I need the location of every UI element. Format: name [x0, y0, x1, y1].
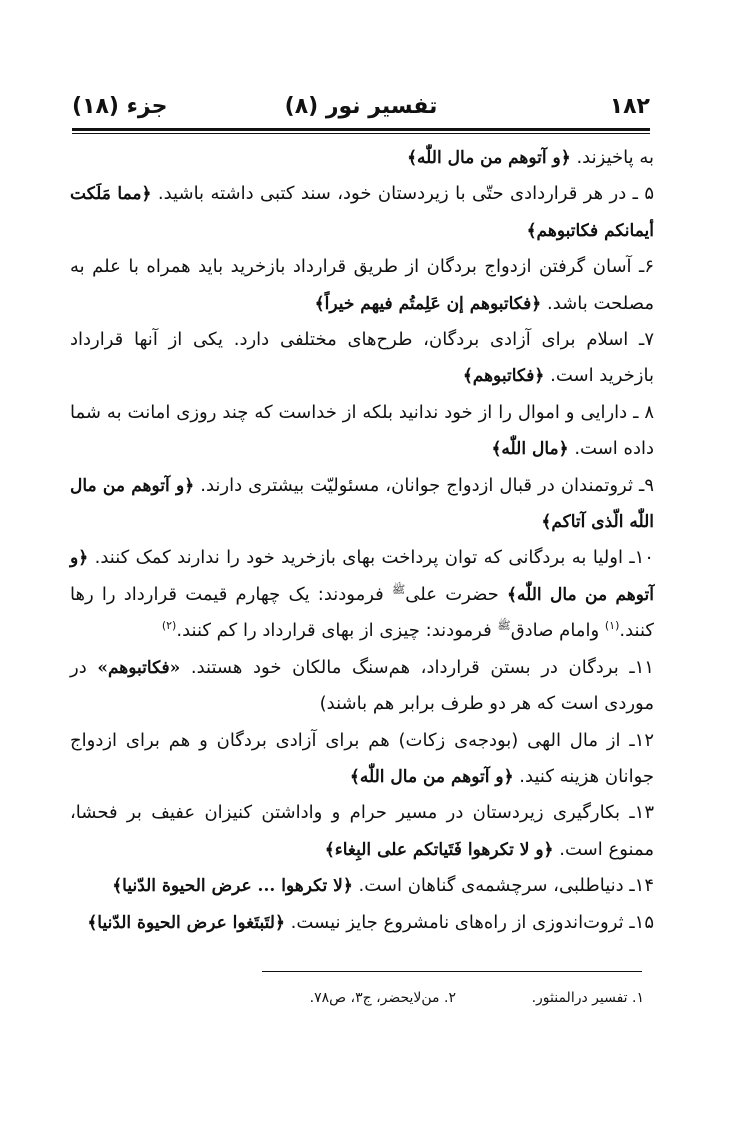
paragraph-item-7	[70, 322, 654, 395]
quran-verse: ﴿لا تکرهوا ... عرض الحیوة الدّنیا﴾	[112, 876, 353, 897]
footnote-rule	[262, 971, 642, 972]
paragraph-text: ۱۴ـ دنیاطلبی، سرچشمه‌ی گناهان است.	[358, 875, 654, 897]
paragraph-text: ۸ ـ دارایی و اموال را از خود ندانید بلکه از خداست که چند روزی امانت به شما داده است.	[70, 401, 654, 460]
paragraph-text: ۱۱ـ بردگان در بستن قرارداد، هم‌سنگ مالکان خود هستند.	[190, 656, 654, 678]
paragraph-text: فرمودند: یک چهارم قیمت قرارداد را رها کنند.	[70, 583, 654, 642]
footnote-marker: (۲)	[161, 619, 177, 633]
honorific-glyph: ﷺ	[392, 582, 406, 596]
paragraph-item-14	[70, 868, 654, 904]
page-header	[72, 92, 650, 126]
footnote-marker: (۱)	[604, 619, 620, 633]
paragraph-intro	[70, 140, 654, 176]
paragraph-item-6	[70, 249, 654, 322]
page-number: ۱۸۲	[609, 94, 650, 119]
quran-verse: ﴿و آتوهم من مال اللّٰه﴾	[349, 766, 514, 787]
paragraph-item-11	[70, 650, 654, 723]
quran-verse: ﴿و آتوهم من مال اللّٰه﴾	[70, 548, 654, 605]
paragraph-item-10	[70, 540, 654, 649]
paragraph-item-12	[70, 723, 654, 796]
footnote-1: ۱. تفسیر درالمنثور.	[531, 990, 644, 1006]
quran-verse: ﴿فکاتبوهم﴾	[462, 366, 545, 387]
footnote-2: ۲. من‌لایحضر، ج۳، ص۷۸.	[309, 990, 456, 1006]
quran-verse: ﴿مما مَلَکت أیمانکم فکاتبوهم﴾	[70, 184, 654, 241]
paragraph-item-8	[70, 395, 654, 468]
paragraph-text: ۷ـ اسلام برای آزادی بردگان، طرح‌های مختلفی دارد. یکی از آنها قرارداد بازخرید است.	[70, 329, 654, 387]
paragraph-item-15	[70, 905, 654, 941]
header-rule	[72, 128, 650, 131]
quran-verse: ﴿و آتوهم من مال اللّٰه﴾	[407, 148, 571, 168]
quran-verse: ﴿لتَبتَغوا عرض الحیوة الدّنیا﴾	[87, 912, 285, 933]
paragraph-item-5	[70, 176, 654, 249]
paragraph-text: فرمودند: چیزی از بهای قرارداد را کم کنند.	[176, 620, 492, 642]
quran-verse: ﴿مال اللّٰه﴾	[491, 439, 569, 460]
quran-verse: ﴿و لا تکرهوا فَتَیاتکم علی البِغاء﴾	[324, 839, 554, 860]
quran-verse: ﴿فکاتبوهم إن عَلِمتُم فیهم خیراً﴾	[314, 293, 542, 314]
paragraph-text: ۱۳ـ بکارگیری زیردستان در مسیر حرام و واداشتن کنیزان عفیف بر فحشا، ممنوع است.	[70, 802, 654, 860]
paragraph-text: ۹ـ ثروتمندان در قبال ازدواج جوانان، مسئولیّت بیشتری دارند.	[200, 474, 654, 496]
running-title: تفسیر نور (۸)	[284, 94, 438, 119]
quran-verse: ﴿و آتوهم من مال اللّٰه الّذی آتاکم﴾	[70, 475, 654, 533]
paragraph-item-9	[70, 468, 654, 541]
paragraph-text: در موردی است که هر دو طرف برابر هم باشند)	[70, 656, 654, 715]
page-body	[70, 140, 654, 941]
paragraph-item-13	[70, 795, 654, 868]
honorific-glyph: ﷺ	[497, 619, 511, 633]
footnotes	[240, 986, 644, 1012]
paragraph-text: ۱۰ـ اولیا به بردگانی که توان پرداخت بهای بازخرید خود را ندارند کمک کنند.	[94, 547, 654, 569]
header-rule-thin	[72, 133, 650, 134]
paragraph-text: حضرت علی	[405, 583, 499, 605]
paragraph-text: ۱۲ـ از مال الهی (بودجه‌ی زکات) هم برای آزادی بردگان و هم برای ازدواج جوانان هزینه کنید.	[70, 729, 654, 787]
paragraph-text: ۶ـ آسان گرفتن ازدواج بردگان از طریق قرارداد بازخرید باید همراه با علم به مصلحت باشد.	[70, 256, 654, 314]
paragraph-text: ۱۵ـ ثروت‌اندوزی از راه‌های نامشروع جایز نیست.	[290, 911, 654, 933]
quran-verse: «فکاتبوهم»	[97, 657, 181, 678]
paragraph-text: ۵ ـ در هر قراردادی حتّی با زیردستان خود، سند کتبی داشته باشید.	[157, 183, 654, 205]
paragraph-text: وامام صادق	[510, 620, 600, 642]
juz-label: جزء (۱۸)	[72, 94, 168, 119]
paragraph-text: به پاخیزند.	[576, 147, 654, 168]
